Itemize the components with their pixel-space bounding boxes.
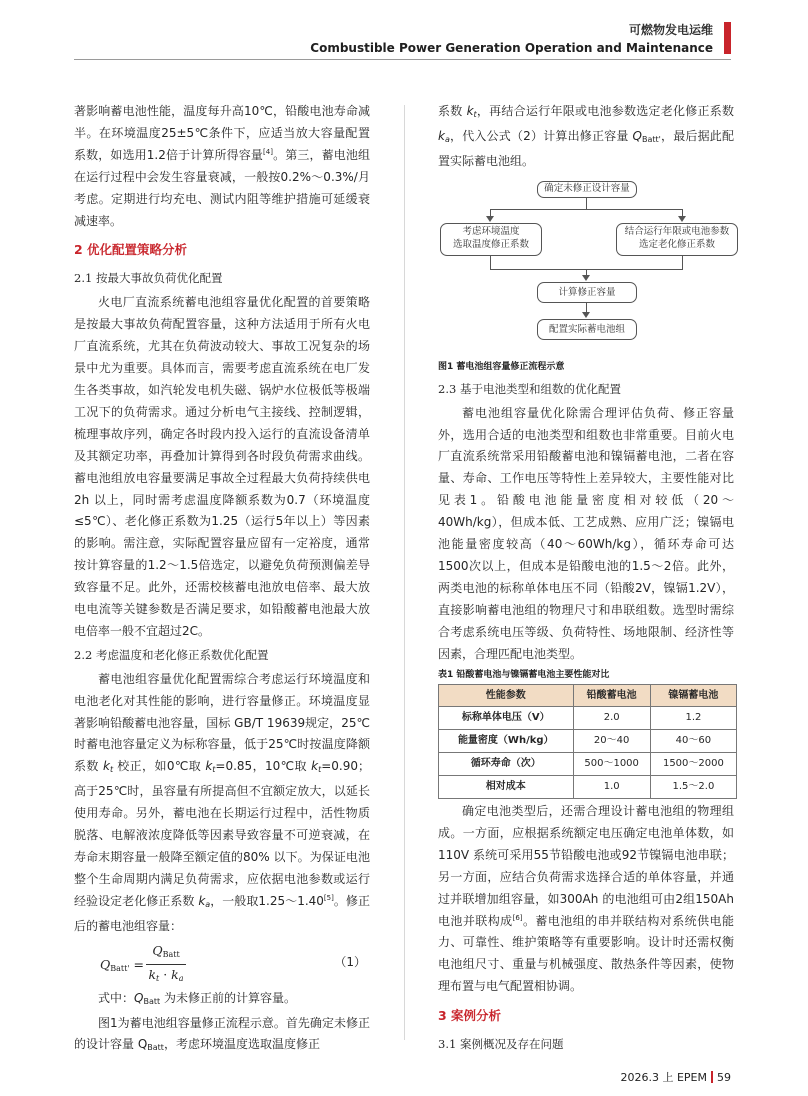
equation-1 bbox=[74, 940, 370, 986]
table-header-row bbox=[439, 684, 737, 707]
flow-step-initial-capacity: 确定未修正设计容量 bbox=[537, 181, 637, 198]
footer-separator bbox=[711, 1071, 713, 1083]
flow-arrow bbox=[486, 216, 494, 222]
paragraph-temperature-aging: 蓄电池组容量优化配置需综合考虑运行环境温度和电池老化对其性能的影响，进行容量修正。环境温度显著影响铅酸蓄电池容量，国标 GB/T 19639规定，25℃时蓄电池容量定义为标称容量，低于25℃时按温度降额系数 $k_t$ 校正，如0℃取 $k_t=0.85$，10℃取 $k_t=0.90$；高于25℃时，虽容量有所提高但不宜额定放大，以延长使用寿命。另外，蓄电池在长期运行过程中，活性物质脱落、电解液浓度降低等因素导致容量不可逆衰减，在寿命末期容量一般降至额定值的80% 以下。为保证电池整个生命周期内满足负荷需求，应依据电池参数或运行经验设定老化修正系数 $k_a$，一般取1.25～1.40[5]。修正后的蓄电池组容量： bbox=[74, 671, 370, 933]
table-cell: 1.0 bbox=[573, 776, 650, 799]
paragraph-max-fault-load: 火电厂直流系统蓄电池组容量优化配置的首要策略是按最大事故负荷配置容量，这种方法适用于所有火电厂直流系统，尤其在负荷波动较大、事故工况复杂的场景中尤为重要。具体而言，需要考虑直流系统在电厂发生各类事故，如汽轮发电机失磁、锅炉水位极低等极端工况下的负荷需求。通过分析电气主接线、控制逻辑，梳理事故序列，确定各时段内投入运行的直流设备清单及其额定功率，再叠加计算得到各时段负荷需求曲线。蓄电池组放电容量要满足事故全过程最大负荷持续供电2h 以上，同时需考虑温度降额系数为0.7（环境温度≤5℃）、老化修正系数为1.25（运行5年以上）等因素的影响。需注意，实际配置容量应留有一定裕度，通常按计算容量的1.2～1.5倍选定，以避免负荷预测偏差导致容量不足。此外，还需校核蓄电池放电倍率、最大放电电流等关键参数是否满足要求，如铅酸蓄电池最大放电倍率一般不宜超过2C。 bbox=[74, 295, 370, 638]
subsection-2-3-heading: 2.3 基于电池类型和组数的优化配置 bbox=[438, 381, 621, 396]
table-cell: 1.5～2.0 bbox=[650, 776, 736, 799]
flow-connector bbox=[490, 255, 491, 269]
flow-connector bbox=[490, 209, 682, 210]
table-row bbox=[439, 730, 737, 753]
issue-label: 2026.3 上 EPEM bbox=[620, 1071, 707, 1084]
flowchart-figure-1 bbox=[438, 179, 734, 357]
subsection-2-1-heading: 2.1 按最大事故负荷优化配置 bbox=[74, 271, 223, 286]
equation-note: 式中：$Q_{Batt}$ 为未修正前的计算容量。 bbox=[98, 990, 296, 1006]
table-1-caption: 表1 铅酸蓄电池与镍镉蓄电池主要性能对比 bbox=[438, 669, 610, 680]
table-header-cell: 铅酸蓄电池 bbox=[573, 684, 650, 707]
paragraph-continued-right: 系数 $k_t$，再结合运行年限或电池参数选定老化修正系数 $k_a$，代入公式（2）计算出修正容量 $Q_{Batt'}$，最后据此配置实际蓄电池组。 bbox=[438, 104, 734, 168]
table-cell: 2.0 bbox=[573, 707, 650, 730]
section-2-heading: 2 优化配置策略分析 bbox=[74, 242, 188, 258]
table-header-cell: 镍镉蓄电池 bbox=[650, 684, 736, 707]
flow-step-temperature-factor: 考虑环境温度 选取温度修正系数 bbox=[440, 223, 542, 256]
paragraph-figure-intro: 图1为蓄电池组容量修正流程示意。首先确定未修正的设计容量 $Q_{Batt}$，考虑环境温度选取温度修正 bbox=[74, 1015, 370, 1053]
flow-step-compute-corrected: 计算修正容量 bbox=[537, 282, 637, 303]
flow-arrow bbox=[582, 312, 590, 318]
figure-1-caption: 图1 蓄电池组容量修正流程示意 bbox=[438, 361, 565, 372]
equation-denominator: $k_t \cdot k_a$ bbox=[148, 966, 184, 983]
table-1-performance-comparison bbox=[438, 684, 737, 800]
flow-step-configure-battery: 配置实际蓄电池组 bbox=[537, 319, 637, 340]
flow-connector bbox=[586, 197, 587, 209]
section-3-heading: 3 案例分析 bbox=[438, 1008, 502, 1024]
equation-fraction bbox=[146, 941, 186, 988]
table-row bbox=[439, 753, 737, 776]
paragraph-battery-type: 蓄电池组容量优化除需合理评估负荷、修正容量外，选用合适的电池类型和组数也非常重要。目前火电厂直流系统常采用铅酸蓄电池和镍镉蓄电池，二者在容量、寿命、工作电压等特性上差异较大，主要性能对比见表1。铅酸电池能量密度相对较低（20～40Wh/kg），但成本低、工艺成熟、应用广泛；镍镉电池能量密度较高（40～60Wh/kg），循环寿命可达1500次以上，但成本是铅酸电池的1.5～2倍。此外，两类电池的标称单体电压不同（铅酸2V，镍镉1.2V），直接影响蓄电池组的物理尺寸和串联组数。选型时需综合考虑系统电压等级、负荷特性、场地限制、经济性等因素，合理匹配电池类型。 bbox=[438, 405, 734, 661]
flow-connector bbox=[682, 255, 683, 269]
flow-arrow bbox=[582, 275, 590, 281]
flow-step-aging-factor: 结合运行年限或电池参数 选定老化修正系数 bbox=[616, 223, 738, 256]
table-cell: 相对成本 bbox=[439, 776, 574, 799]
table-row bbox=[439, 776, 737, 799]
equation-number: （1） bbox=[334, 954, 366, 969]
column-divider bbox=[404, 105, 405, 1040]
header-rule bbox=[74, 59, 731, 60]
journal-section-title-cn: 可燃物发电运维 bbox=[628, 23, 713, 37]
table-cell: 能量密度（Wh/kg） bbox=[439, 730, 574, 753]
table-cell: 循环寿命（次） bbox=[439, 753, 574, 776]
table-cell: 40～60 bbox=[650, 730, 736, 753]
left-column bbox=[74, 101, 370, 1059]
running-header bbox=[310, 22, 713, 56]
table-cell: 20～40 bbox=[573, 730, 650, 753]
table-cell: 1500～2000 bbox=[650, 753, 736, 776]
right-column bbox=[438, 101, 734, 1058]
page-footer bbox=[620, 1069, 731, 1085]
table-cell: 500～1000 bbox=[573, 753, 650, 776]
subsection-3-1-heading: 3.1 案例概况及存在问题 bbox=[438, 1037, 564, 1052]
header-accent-bar bbox=[724, 22, 731, 54]
page-number: 59 bbox=[717, 1071, 731, 1084]
subsection-2-2-heading: 2.2 考虑温度和老化修正系数优化配置 bbox=[74, 647, 269, 662]
paragraph-continued: 著影响蓄电池性能，温度每升高10℃，铅酸电池寿命减半。在环境温度25±5℃条件下，应适当放大容量配置系数，如选用1.2倍于计算所得容量[4]。第三，蓄电池组在运行过程中会发生容量衰减，一般按0.2%～0.3%/月考虑。定期进行均充电、测试内阻等维护措施可延缓衰减速率。 bbox=[74, 104, 370, 228]
journal-section-title-en: Combustible Power Generation Operation and Maintenance bbox=[310, 41, 713, 55]
table-cell: 1.2 bbox=[650, 707, 736, 730]
paragraph-battery-configuration: 确定电池类型后，还需合理设计蓄电池组的物理组成。一方面，应根据系统额定电压确定电池单体数，如110V 系统可采用55节铅酸电池或92节镍镉电池串联；另一方面，应结合负荷需求选择合适的单体容量，并通过并联增加组容量，如300Ah 的电池组可由2组150Ah 电池并联构成[6]。蓄电池组的串并联结构对系统供电能力、可靠性、维护策略等有重要影响。设计时还需权衡电池组尺寸、重量与机械强度、散热条件等因素，使物理布置与电气配置相协调。 bbox=[438, 804, 734, 994]
table-cell: 标称单体电压（V） bbox=[439, 707, 574, 730]
table-row bbox=[439, 707, 737, 730]
table-header-cell: 性能参数 bbox=[439, 684, 574, 707]
flow-arrow bbox=[678, 216, 686, 222]
equation-numerator: $Q_{Batt}$ bbox=[146, 941, 186, 965]
equation-lhs: $Q_{Batt'}$ = bbox=[100, 956, 144, 973]
